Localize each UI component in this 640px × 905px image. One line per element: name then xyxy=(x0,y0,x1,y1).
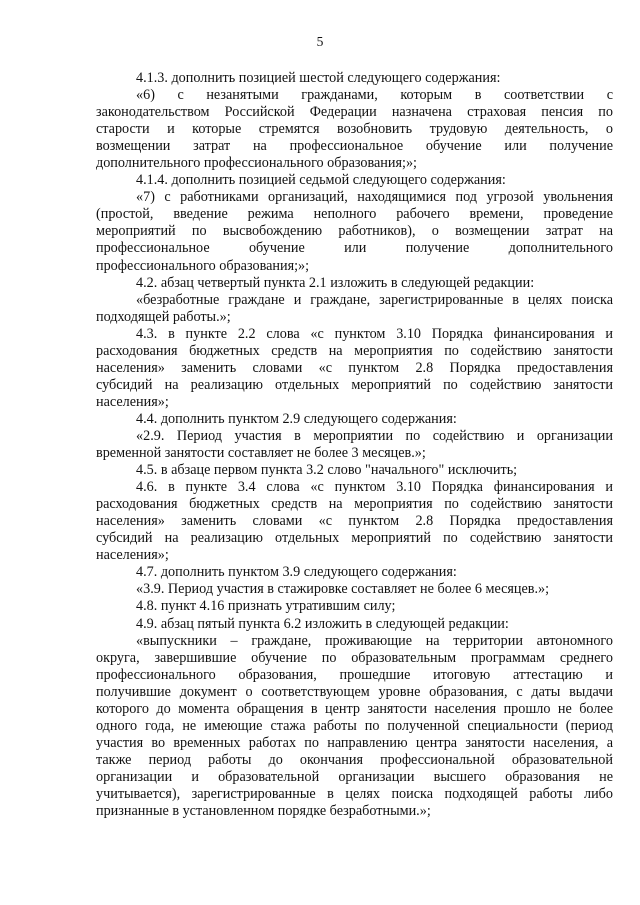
text-line: возмещении затрат на профессиональное обучение или получение xyxy=(96,138,613,155)
text-line: 4.5. в абзаце первом пункта 3.2 слово "начального" исключить; xyxy=(136,462,518,479)
text-line: субсидий на реализацию отдельных мероприятий по содействию занятости xyxy=(96,376,613,393)
text-line: законодательством Российской Федерации назначена страховая пенсия по xyxy=(96,104,613,121)
text-line: организации и образовательной организации высшего образования не xyxy=(96,768,613,785)
text-line: расходования бюджетных средств на мероприятия по содействию занятости xyxy=(96,496,613,513)
paragraph xyxy=(96,564,613,581)
text-line: одного года, не имеющие стажа работы по полученной специальности (период xyxy=(96,717,613,734)
text-line: «3.9. Период участия в стажировке составляет не более 6 месяцев.»; xyxy=(136,581,550,598)
paragraph xyxy=(96,172,613,189)
text-line: дополнительного профессионального образования;»; xyxy=(96,155,417,172)
paragraph xyxy=(96,326,613,411)
paragraph xyxy=(96,411,613,428)
text-line: подходящей работы.»; xyxy=(96,308,231,325)
page-number: 5 xyxy=(316,34,324,49)
text-line: признанные в установленном порядке безработными.»; xyxy=(96,803,431,820)
paragraph xyxy=(96,70,613,87)
text-line: «выпускники – граждане, проживающие на территории автономного xyxy=(136,632,613,649)
text-line: 4.4. дополнить пунктом 2.9 следующего содержания: xyxy=(136,410,457,427)
text-line: также период работы до окончания профессиональной образовательной xyxy=(96,751,613,768)
text-line: «безработные граждане и граждане, зарегистрированные в целях поиска xyxy=(136,291,613,308)
text-line: населения» заменить словами «с пунктом 2.8 Порядка предоставления xyxy=(96,359,613,376)
text-line: профессиональное обучение или получение дополнительного xyxy=(96,240,613,257)
paragraph xyxy=(96,479,613,564)
paragraph xyxy=(96,616,613,633)
text-line: получившие документ о соответствующем уровне образования, с даты выдачи xyxy=(96,683,613,700)
text-line: 4.3. в пункте 2.2 слова «с пунктом 3.10 Порядка финансирования и xyxy=(136,325,613,342)
text-line: участия во временных работах по направлению центра занятости населения, а xyxy=(96,734,613,751)
text-line: (простой, введение режима неполного рабочего времени, проведение xyxy=(96,206,613,223)
text-line: 4.7. дополнить пунктом 3.9 следующего содержания: xyxy=(136,564,457,581)
text-line: которого до момента обращения в центр занятости населения прошло не более xyxy=(96,700,613,717)
text-line: населения»; xyxy=(96,393,169,410)
text-line: профессионального образования;»; xyxy=(96,257,310,274)
paragraph xyxy=(96,581,613,598)
text-line: «6) с незанятыми гражданами, которым в соответствии с xyxy=(136,87,613,104)
paragraph xyxy=(96,87,613,172)
paragraph xyxy=(96,275,613,292)
text-line: 4.2. абзац четвертый пункта 2.1 изложить в следующей редакции: xyxy=(136,274,535,291)
text-line: субсидий на реализацию отдельных мероприятий по содействию занятости xyxy=(96,530,613,547)
paragraph xyxy=(96,462,613,479)
text-line: мероприятий по высвобождению работников), о возмещении затрат на xyxy=(96,223,613,240)
text-line: «7) с работниками организаций, находящимися под угрозой увольнения xyxy=(136,189,613,206)
text-line: населения» заменить словами «с пунктом 2.8 Порядка предоставления xyxy=(96,513,613,530)
paragraph xyxy=(96,189,613,274)
text-line: 4.8. пункт 4.16 признать утратившим силу; xyxy=(136,598,396,615)
text-line: учитывается), зарегистрированные в целях поиска подходящей работы либо xyxy=(96,785,613,802)
text-line: округа, завершившие обучение по образовательным программам среднего xyxy=(96,649,613,666)
text-line: 4.1.3. дополнить позицией шестой следующего содержания: xyxy=(136,70,501,86)
text-line: расходования бюджетных средств на мероприятия по содействию занятости xyxy=(96,342,613,359)
text-line: населения»; xyxy=(96,547,169,564)
text-line: 4.9. абзац пятый пункта 6.2 изложить в следующей редакции: xyxy=(136,615,509,632)
paragraph xyxy=(96,428,613,462)
text-line: старости и которые стремятся возобновить трудовую деятельность, о xyxy=(96,121,613,138)
paragraph xyxy=(96,598,613,615)
text-line: 4.6. в пункте 3.4 слова «с пунктом 3.10 Порядка финансирования и xyxy=(136,479,613,496)
text-line: «2.9. Период участия в мероприятии по содействию и организации xyxy=(136,427,613,444)
text-line: временной занятости составляет не более 3 месяцев.»; xyxy=(96,445,426,462)
text-line: 4.1.4. дополнить позицией седьмой следующего содержания: xyxy=(136,172,506,189)
paragraph xyxy=(96,292,613,326)
document-body xyxy=(96,70,613,820)
text-line: профессионального образования, прошедшие итоговую аттестацию и xyxy=(96,666,613,683)
paragraph xyxy=(96,633,613,821)
